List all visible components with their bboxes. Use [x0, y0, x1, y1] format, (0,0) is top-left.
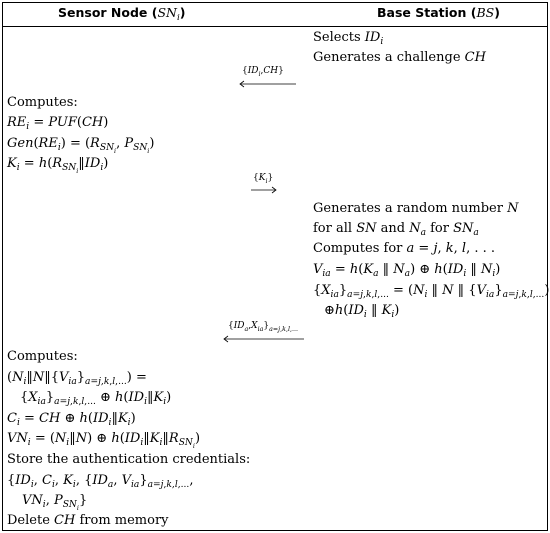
sensor-step-store: Store the authentication credentials: [7, 452, 251, 467]
message-1-arrow [238, 80, 298, 88]
base-station-header-label: Base Station ( [377, 5, 477, 20]
sensor-step-credentials-cont: $VN_i$, $P_{SN_i}$} [22, 493, 88, 512]
sensor-step-gen: $Gen(RE_i) = (R_{SN_i}$, $P_{SN_i}$) [7, 136, 155, 155]
sensor-step-vni: $VN_i$ = $(N_i‖N)$ ⊕ $h(ID_i‖K_i‖R_{SN_i})$ [7, 431, 201, 450]
message-3-label: $\{ID_a,X_{ia}\}_{a=j,k,l,...}$ [228, 321, 298, 333]
sensor-node-abbr-text: SN [157, 5, 177, 20]
sensor-node-header [58, 5, 186, 23]
base-station-header-close: ) [494, 5, 500, 20]
sensor-step-ci: $C_i$ = CH ⊕ $h(ID_i‖K_i)$ [7, 411, 136, 428]
bs-step-xia: $\{X_{ia}\}_{a=j,k,l,...} = (N_i$ ‖ N ‖ $\{V_{ia}\}_{a=j,k,l,...}$) [313, 283, 550, 300]
message-1-label: $\{ID_i,CH\}$ [242, 66, 284, 78]
sensor-step-credentials: {$ID_i$, $C_i$, $K_i$, {$ID_a$, $V_{ia}\}_{a=j,k,l,...}$, [7, 473, 194, 490]
sensor-computes-label-1: Computes: [7, 95, 78, 110]
bs-step-computes-for: Computes for a = j, k, l, . . . [313, 241, 496, 256]
sensor-node-header-label: Sensor Node ( [58, 5, 158, 20]
base-station-abbr [476, 5, 494, 20]
message-2-arrow [250, 186, 278, 194]
sensor-node-header-close: ) [179, 5, 186, 20]
base-station-abbr-text: BS [476, 5, 495, 20]
bs-step-select-id: Selects $ID_i$ [313, 30, 384, 47]
sensor-node-abbr [157, 5, 180, 23]
header-divider [2, 26, 548, 27]
sensor-step-delete: Delete CH from memory [7, 513, 169, 528]
base-station-header [377, 5, 500, 20]
bs-step-generate-challenge: Generates a challenge CH [313, 50, 486, 65]
message-2-label: $\{K_i\}$ [253, 173, 274, 185]
sensor-computes-label-2: Computes: [7, 349, 78, 364]
sensor-step-recover-cont: $\{X_{ia}\}_{a=j,k,l,...}$ ⊕ $h(ID_i‖K_i)$ [20, 390, 172, 407]
sensor-step-response: $RE_i = PUF(CH)$ [7, 115, 109, 132]
bs-step-for-all: for all SN and $N_a$ for $SN_a$ [313, 221, 479, 238]
bs-step-random: Generates a random number N [313, 201, 519, 216]
bs-step-xia-cont: $\oplus h(ID_i$ ‖ $K_i$) [324, 303, 400, 320]
bs-step-via: $V_{ia} = h(K_a$ ‖ $N_a$) ⊕ $h(ID_i$ ‖ $N_i$) [313, 262, 501, 279]
sensor-node-abbr-sub: i [176, 13, 180, 23]
sensor-step-recover: $(N_i‖N‖\{V_{ia}\}_{a=j,k,l,...})$ = [7, 370, 147, 387]
sensor-step-key: $K_i$ = $h(R_{SN_i}‖ID_i)$ [7, 156, 109, 175]
message-3-arrow [222, 335, 306, 343]
